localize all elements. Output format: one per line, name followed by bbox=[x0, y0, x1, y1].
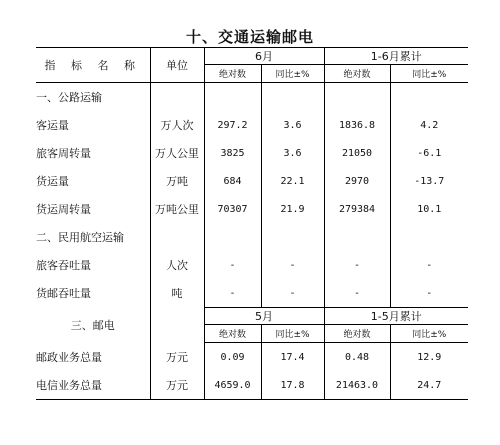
row-abs-cum: - bbox=[324, 251, 390, 279]
row-name: 货运量 bbox=[36, 167, 150, 195]
row-pct-cum: - bbox=[426, 287, 433, 299]
table-row bbox=[36, 279, 468, 308]
row-unit: 万人次 bbox=[150, 111, 204, 139]
row-pct-cum: 4.2 bbox=[420, 119, 439, 131]
row-abs-month: - bbox=[204, 251, 261, 279]
absolute-header: 绝对数 bbox=[324, 65, 390, 83]
row-abs-month: 70307 bbox=[204, 195, 261, 223]
month-header-2: 5月 bbox=[204, 308, 324, 325]
indicator-header: 指 标 名 称 bbox=[36, 48, 150, 83]
absolute-header: 绝对数 bbox=[204, 65, 261, 83]
unit-header: 单位 bbox=[150, 48, 204, 83]
row-pct-month: 21.9 bbox=[261, 195, 324, 223]
yoy-header: 同比±% bbox=[261, 65, 324, 83]
row-unit: 万吨公里 bbox=[150, 195, 204, 223]
table-row bbox=[36, 371, 468, 400]
row-name: 电信业务总量 bbox=[36, 371, 150, 400]
row-abs-month: 297.2 bbox=[204, 111, 261, 139]
row-abs-cum: 279384 bbox=[324, 195, 390, 223]
absolute-header: 绝对数 bbox=[324, 325, 390, 343]
row-name: 货运周转量 bbox=[36, 195, 150, 223]
row-pct-month: 22.1 bbox=[261, 167, 324, 195]
row-name: 邮政业务总量 bbox=[36, 343, 150, 372]
yoy-header: 同比±% bbox=[261, 325, 324, 343]
row-name: 客运量 bbox=[36, 111, 150, 139]
row-unit: 万吨 bbox=[150, 167, 204, 195]
row-abs-cum: - bbox=[324, 279, 390, 308]
row-pct-month: 17.4 bbox=[261, 343, 324, 372]
month-header: 6月 bbox=[204, 48, 324, 65]
row-abs-cum: 1836.8 bbox=[324, 111, 390, 139]
row-abs-cum: 21050 bbox=[324, 139, 390, 167]
yoy-header: 同比±% bbox=[390, 65, 468, 83]
row-unit: 万元 bbox=[150, 371, 204, 400]
row-name: 旅客吞吐量 bbox=[36, 251, 150, 279]
table-row bbox=[36, 343, 468, 372]
row-pct-cum: 24.7 bbox=[390, 371, 468, 400]
row-pct-month: - bbox=[261, 279, 324, 308]
row-pct-cum: -13.7 bbox=[414, 175, 445, 187]
yoy-header: 同比±% bbox=[390, 325, 468, 343]
header-row-2 bbox=[36, 308, 468, 325]
table-row bbox=[36, 195, 468, 223]
row-abs-cum: 2970 bbox=[324, 167, 390, 195]
row-abs-month: - bbox=[204, 279, 261, 308]
table-row bbox=[36, 251, 468, 279]
row-pct-month: 3.6 bbox=[261, 139, 324, 167]
section-label: 三、邮电 bbox=[36, 308, 150, 343]
row-name: 货邮吞吐量 bbox=[36, 279, 150, 308]
row-pct-cum: 10.1 bbox=[417, 203, 442, 215]
statistics-table bbox=[36, 47, 468, 400]
row-abs-month: 684 bbox=[204, 167, 261, 195]
section-label: 二、民用航空运输 bbox=[36, 223, 150, 251]
row-unit: 吨 bbox=[150, 279, 204, 308]
row-pct-month: 17.8 bbox=[261, 371, 324, 400]
page-title: 十、交通运输邮电 bbox=[185, 28, 314, 46]
row-pct-cum: -6.1 bbox=[417, 147, 442, 159]
header-row bbox=[36, 48, 468, 65]
row-abs-cum: 0.48 bbox=[324, 343, 390, 372]
row-pct-cum: - bbox=[426, 259, 433, 271]
row-unit: 人次 bbox=[150, 251, 204, 279]
row-name: 旅客周转量 bbox=[36, 139, 150, 167]
absolute-header: 绝对数 bbox=[204, 325, 261, 343]
row-unit: 万人公里 bbox=[150, 139, 204, 167]
row-abs-month: 3825 bbox=[204, 139, 261, 167]
row-pct-month: - bbox=[261, 251, 324, 279]
table-row bbox=[36, 139, 468, 167]
cumulative-header-2: 1-5月累计 bbox=[324, 308, 468, 325]
row-pct-month: 3.6 bbox=[261, 111, 324, 139]
row-abs-month: 4659.0 bbox=[204, 371, 261, 400]
section-row bbox=[36, 223, 468, 251]
row-unit: 万元 bbox=[150, 343, 204, 372]
row-abs-month: 0.09 bbox=[204, 343, 261, 372]
row-abs-cum: 21463.0 bbox=[324, 371, 390, 400]
section-label: 一、公路运输 bbox=[36, 83, 150, 112]
cumulative-header: 1-6月累计 bbox=[324, 48, 468, 65]
table-row bbox=[36, 167, 468, 195]
row-pct-cum: 12.9 bbox=[417, 351, 442, 363]
section-row bbox=[36, 83, 468, 112]
table-row bbox=[36, 111, 468, 139]
